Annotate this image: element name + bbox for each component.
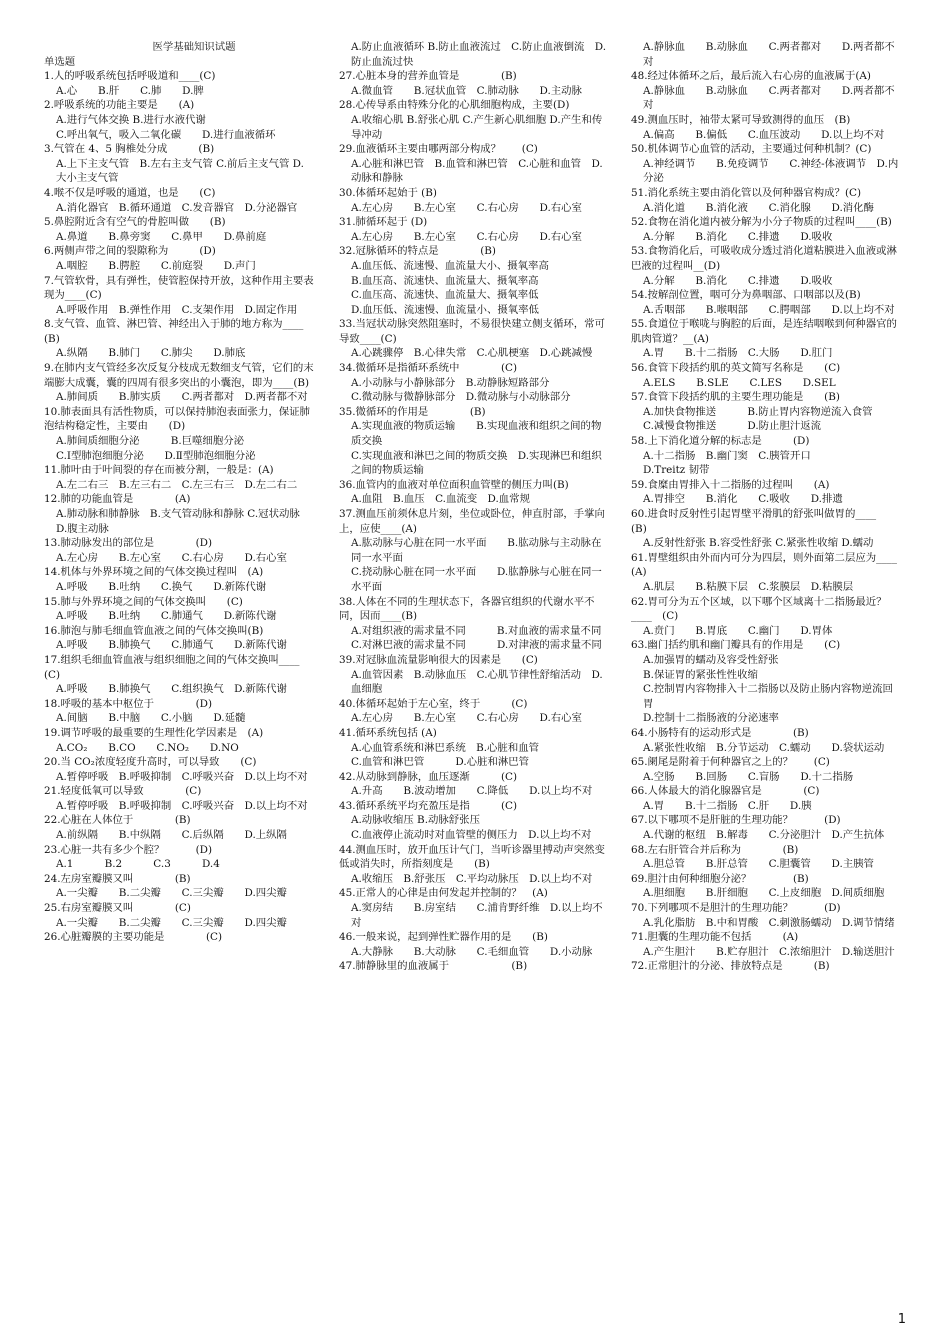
- question-item: [631, 434, 903, 478]
- answer-options: A.一尖瓣 B.二尖瓣 C.三尖瓣 D.四尖瓣: [56, 916, 287, 929]
- question-text: 53.食物消化后，可吸收成分透过消化道粘膜进入血液或淋巴液的过程叫__(D): [631, 245, 897, 272]
- question-text: 12.肺的功能血管是 (A): [44, 493, 191, 506]
- question-item: [44, 653, 314, 697]
- answer-options: A.呼吸 B.肺换气 C.肺通气 D.新陈代谢: [56, 639, 287, 652]
- question-text: 59.食糜由胃排入十二指肠的过程叫 (A): [631, 478, 830, 491]
- question-item: [44, 98, 314, 142]
- question-text: 44.测血压时，放开血压计气门，当听诊器里搏动声突然变低或消失时，所指刻度是 (B): [339, 843, 605, 871]
- question-item: [44, 405, 314, 463]
- question-text: 66.人体最大的消化腺器官是 (C): [631, 785, 820, 798]
- answer-options: A.肌层 B.粘膜下层 C.浆膜层 D.粘膜层: [643, 580, 854, 593]
- answer-options: A.鼻道 B.鼻旁窦 C.鼻甲 D.鼻前庭: [56, 230, 267, 243]
- question-text: 7.气管软骨，具有弹性，使管腔保持开放，这种作用主要表现为____(C): [44, 274, 314, 302]
- question-item: [44, 784, 314, 813]
- question-text: 48.经过体循环之后，最后流入右心房的血液属于(A): [631, 70, 871, 83]
- question-item: [631, 288, 903, 317]
- question-text: 16.肺泡与肺毛细血管血液之间的气体交换叫(B): [44, 624, 264, 637]
- answer-options: A.静脉血 B.动脉血 C.两者都对 D.两者都不对: [643, 41, 895, 68]
- document-title: 医学基础知识试题: [152, 41, 236, 53]
- answer-options: A.加强胃的蠕动及容受性舒张: [643, 653, 779, 666]
- answer-options: C.血压高、流速快、血流量大、摄氧率低: [351, 289, 539, 302]
- question-item: [631, 69, 903, 113]
- question-text: 57.食管下段括约肌的主要生理功能是 (B): [631, 391, 840, 404]
- question-text: 39.对冠脉血流量影响很大的因素是 (C): [339, 653, 538, 666]
- answer-options: A.胆细胞 B.肝细胞 C.上皮细胞 D.间质细胞: [643, 887, 885, 900]
- question-item: [631, 186, 903, 215]
- answer-options: A.升高 B.波动增加 C.降低 D.以上均不对: [351, 785, 593, 798]
- question-text: 29.血液循环主要由哪两部分构成？ (C): [339, 143, 538, 156]
- question-item: [339, 69, 609, 98]
- question-text: 22.心脏在人体位于 (B): [44, 814, 191, 827]
- question-item: [631, 317, 903, 361]
- page-number: 1: [897, 1312, 906, 1328]
- question-item: [631, 215, 903, 244]
- answer-options: A.呼吸作用 B.弹性作用 C.支架作用 D.固定作用: [56, 303, 298, 316]
- answer-options: B.血压高、流速快、血流量大、摄氧率高: [351, 274, 539, 287]
- question-item: [631, 390, 903, 434]
- question-item: [44, 492, 314, 536]
- question-text: 41.循环系统包括 (A): [339, 726, 437, 739]
- question-item: [631, 142, 903, 186]
- answer-options: C.对淋巴液的需求量不同 D.对津液的需求量不同: [351, 639, 602, 652]
- answer-options: C.减慢食物推送 D.防止胆汁返流: [643, 420, 822, 433]
- answer-options: C.血液停止流动时对血管壁的侧压力 D.以上均不对: [351, 829, 592, 842]
- answer-options: D.控制十二指肠液的分泌速率: [643, 712, 779, 725]
- question-item: [631, 784, 903, 813]
- question-text: 3.气管在 4、5 胸椎处分成 (B): [44, 143, 215, 156]
- answer-options: A.肺间质细胞分泌 B.巨噬细胞分泌: [56, 435, 244, 448]
- question-text: 50.机体调节心血管的活动，主要通过何种机制？(C): [631, 143, 872, 156]
- answer-options: A.分解 B.消化 C.排遗 D.吸收: [643, 230, 833, 243]
- question-item: [631, 507, 903, 551]
- answer-options: A.偏高 B.偏低 C.血压波动 D.以上均不对: [643, 128, 885, 141]
- question-item: [631, 755, 903, 784]
- question-text: 60.进食时反射性引起胃壁平滑肌的舒张叫做胃的____ (B): [631, 508, 897, 535]
- answer-options: A.贲门 B.胃底 C.幽门 D.胃体: [643, 624, 833, 637]
- answer-options: A.咽腔 B.腭腔 C.前庭裂 D.声门: [56, 259, 256, 272]
- question-text: 51.消化系统主要由消化管以及何种器官构成？(C): [631, 186, 862, 199]
- answer-options: A.肺间质 B.肺实质 C.两者都对 D.两者都不对: [56, 391, 308, 404]
- question-item: [339, 886, 609, 930]
- question-text: 47.肺静脉里的血液属于 (B): [339, 960, 528, 973]
- question-text: 19.调节呼吸的最重要的生理性化学因素是 (A): [44, 726, 264, 739]
- answer-options: A.心 B.肝 C.肺 D.脾: [56, 84, 204, 97]
- answer-options: A.心脏和淋巴管 B.血管和淋巴管 C.心脏和血管 D.动脉和静脉: [351, 157, 603, 185]
- question-item: [44, 186, 314, 215]
- column-1: [44, 40, 314, 945]
- answer-options: C.实现血液和淋巴之间的物质交换 D.实现淋巴和组织之间的物质运输: [351, 449, 602, 477]
- answer-options: A.一尖瓣 B.二尖瓣 C.三尖瓣 D.四尖瓣: [56, 887, 287, 900]
- column-3: [631, 40, 908, 974]
- question-text: 33.当冠状动脉突然阻塞时，不易很快建立侧支循环，常可导致____(C): [339, 318, 605, 345]
- question-text: 25.右房室瓣膜又叫 (C): [44, 902, 191, 915]
- question-text: 40.体循环起始于左心室，终于 (C): [339, 697, 528, 710]
- answer-options: A.静脉血 B.动脉血 C.两者都对 D.两者都不对: [643, 84, 895, 112]
- answer-options: A.呼吸 B.吐纳 C.肺通气 D.新陈代谢: [56, 610, 277, 623]
- question-text: 68.左右肝管合并后称为 (B): [631, 843, 799, 856]
- answer-options: A.前纵隔 B.中纵隔 C.后纵隔 D.上纵隔: [56, 829, 287, 842]
- answer-options: A.肱动脉与心脏在同一水平面 B.肱动脉与主动脉在同一水平面: [351, 537, 602, 564]
- answer-options: A.肺动脉和肺静脉 B.支气管动脉和静脉 C.冠状动脉 D.腹主动脉: [56, 508, 311, 535]
- question-text: 9.在肺内支气管经多次反复分枝成无数细支气管，它们的末端膨大成囊，囊的四周有很多突出的小囊泡，即为____(B): [44, 362, 314, 389]
- answer-options: D.血压低、流速慢、血流量小、摄氧率低: [351, 303, 539, 316]
- answer-options: A.纵隔 B.肺门 C.肺尖 D.肺底: [56, 347, 246, 360]
- question-text: 46.一般来说，起到弹性贮器作用的是 (B): [339, 931, 548, 944]
- answer-options: A.防止血液循环 B.防止血液流过 C.防止血液倒流 D.防止血流过快: [351, 41, 607, 68]
- answer-options: A.血压低、流速慢、血流量大小、摄氧率高: [351, 259, 549, 272]
- answer-options: A.加快食物推送 B.防止胃内容物逆流入食管: [643, 405, 873, 418]
- question-list: [44, 69, 314, 945]
- question-text: 8.支气管、血管、淋巴管、神经出入于肺的地方称为____ (B): [44, 318, 314, 345]
- question-item: [44, 142, 314, 186]
- answer-options: A.收缩心肌 B.舒张心肌 C.产生新心肌细胞 D.产生和传导冲动: [351, 113, 603, 141]
- question-text: 20.当 CO₂浓度轻度升高时，可以导致 (C): [44, 756, 257, 769]
- answer-options: D.Treitz 韧带: [643, 464, 710, 477]
- answer-options: A.暂停呼吸 B.呼吸抑制 C.呼吸兴奋 D.以上均不对: [56, 770, 308, 783]
- answer-options: A.呼吸 B.吐纳 C.换气 D.新陈代谢: [56, 580, 267, 593]
- answer-options: A.分解 B.消化 C.排遗 D.吸收: [643, 274, 833, 287]
- question-item: [339, 653, 609, 697]
- question-item: [44, 69, 314, 98]
- question-text: 27.心脏本身的营养血管是 (B): [339, 70, 517, 83]
- answer-options: A.胃 B.十二指肠 C.大肠 D.肛门: [643, 347, 833, 360]
- question-item: [339, 697, 609, 726]
- question-text: 54.按解剖位置，咽可分为鼻咽部、口咽部以及(B): [631, 289, 861, 302]
- question-text: 28.心传导系由特殊分化的心肌细胞构成，主要(D): [339, 99, 570, 112]
- question-text: 23.心脏一共有多少个腔？ (D): [44, 843, 213, 856]
- answer-options: A.左心房 B.左心室 C.右心房 D.右心室: [351, 230, 582, 243]
- question-item: [44, 901, 314, 930]
- question-item: [631, 959, 903, 974]
- question-item: [631, 113, 903, 142]
- question-text: 55.食道位于喉咙与胸腔的后面，是连结咽喉到何种器官的肌肉管道？__(A): [631, 318, 897, 345]
- question-text: 11.肺叶由于叶间裂的存在而被分割，一般是：(A): [44, 464, 274, 477]
- answer-options: A.CO₂ B.CO C.NO₂ D.NO: [56, 741, 239, 754]
- answer-options: A.产生胆汁 B.贮存胆汁 C.浓缩胆汁 D.输送胆汁: [643, 945, 895, 958]
- question-text: 30.体循环起始于 (B): [339, 186, 437, 199]
- question-text: 4.喉不仅是呼吸的通道，也是 (C): [44, 186, 216, 199]
- answer-options: A.ELS B.SLE C.LES D.SEL: [643, 376, 836, 389]
- answer-options: A.血管因素 B.动脉血压 C.心肌节律性舒缩活动 D.血细胞: [351, 668, 603, 696]
- question-text: 49.测血压时，袖带太紧可导致测得的血压 (B): [631, 113, 851, 126]
- answer-options: A.十二指肠 B.幽门窦 C.胰管开口: [643, 449, 811, 462]
- question-text: 36.血管内的血液对单位面积血管壁的侧压力叫(B): [339, 478, 569, 491]
- answer-options: A.对组织液的需求量不同 B.对血液的需求量不同: [351, 624, 602, 637]
- question-text: 62.胃可分为五个区域，以下哪个区域离十二指肠最近？____ (C): [631, 595, 887, 623]
- answer-options: A.左心房 B.左心室 C.右心房 D.右心室: [351, 201, 582, 214]
- question-item: [631, 478, 903, 507]
- question-text: 56.食管下段括约肌的英文简写名称是 (C): [631, 362, 841, 375]
- question-text: 52.食物在消化道内被分解为小分子物质的过程叫____(B): [631, 216, 892, 229]
- question-item: [339, 507, 609, 595]
- question-item: [339, 244, 609, 317]
- question-text: 67.以下哪项不是肝脏的生理功能？ (D): [631, 814, 841, 827]
- column-2: [339, 40, 609, 974]
- question-text: 1.人的呼吸系统包括呼吸道和____(C): [44, 70, 216, 83]
- answer-options: C.挠动脉心脏在同一水平面 D.肱静脉与心脏在同一水平面: [351, 566, 602, 593]
- question-item: [631, 872, 903, 901]
- question-text: 64.小肠特有的运动形式是 (B): [631, 726, 809, 739]
- answer-options: A.实现血液的物质运输 B.实现血液和组织之间的物质交换: [351, 420, 602, 448]
- answer-options: A.呼吸 B.肺换气 C.组织换气 D.新陈代谢: [56, 683, 287, 696]
- question-item: [339, 595, 609, 653]
- question-text: 26.心脏瓣膜的主要功能是 (C): [44, 931, 223, 944]
- answer-options: A.代谢的枢纽 B.解毒 C.分泌胆汁 D.产生抗体: [643, 829, 885, 842]
- answer-options: A.紧张性收缩 B.分节运动 C.蠕动 D.袋状运动: [643, 741, 885, 754]
- question-item: [339, 726, 609, 770]
- answer-options: A.大静脉 B.大动脉 C.毛细血管 D.小动脉: [351, 945, 593, 958]
- answer-options: A.上下主支气管 B.左右主支气管 C.前后主支气管 D.大小主支气管: [56, 157, 304, 185]
- question-item: [339, 843, 609, 887]
- question-item: [44, 536, 314, 565]
- question-item: [339, 98, 609, 142]
- question-item: [631, 40, 903, 69]
- question-item: [44, 244, 314, 273]
- question-item: [631, 843, 903, 872]
- answer-options: A.反射性舒张 B.容受性舒张 C.紧张性收缩 D.蠕动: [643, 537, 874, 550]
- question-text: 18.呼吸的基本中枢位于 (D): [44, 697, 213, 710]
- section-heading: 单选题: [44, 55, 76, 68]
- answer-options: A.胃排空 B.消化 C.吸收 D.排遗: [643, 493, 843, 506]
- answer-options: C.呼出氧气，吸入二氧化碳 D.进行血液循环: [56, 128, 276, 141]
- question-item: [44, 215, 314, 244]
- answer-options: A.收缩压 B.舒张压 C.平均动脉压 D.以上均不对: [351, 872, 593, 885]
- answer-options: A.窦房结 B.房室结 C.浦肯野纤维 D.以上均不对: [351, 902, 603, 929]
- question-text: 63.幽门括约肌和幽门瓣具有的作用是 (C): [631, 639, 841, 652]
- answer-options: A.心跳骤停 B.心律失常 C.心肌梗塞 D.心跳减慢: [351, 347, 593, 360]
- question-text: 32.冠脉循环的特点是 (B): [339, 245, 496, 258]
- question-item: [44, 726, 314, 755]
- question-item: [44, 361, 314, 405]
- question-item: [339, 186, 609, 215]
- question-item: [44, 813, 314, 842]
- answer-options: A.小动脉与小静脉部分 B.动静脉短路部分: [351, 376, 550, 389]
- answer-options: A.心血管系统和淋巴系统 B.心脏和血管: [351, 741, 539, 754]
- question-item: [44, 697, 314, 726]
- answer-options: A.胃 B.十二指肠 C.肝 D.胰: [643, 799, 812, 812]
- question-text: 34.微循环是指循环系统中 (C): [339, 362, 518, 375]
- question-text: 2.呼吸系统的功能主要是 (A): [44, 99, 195, 112]
- question-text: 72.正常胆汁的分泌、排放特点是 (B): [631, 960, 830, 973]
- answer-options: C.微动脉与微静脉部分 D.微动脉与小动脉部分: [351, 391, 571, 404]
- question-item: [44, 463, 314, 492]
- question-text: 35.微循环的作用是 (B): [339, 405, 486, 418]
- question-item: [339, 770, 609, 799]
- question-item: [339, 405, 609, 478]
- question-text: 69.胆汁由何种细胞分泌？ (B): [631, 872, 809, 885]
- answer-options: A.消化器官 B.循环通道 C.发音器官 D.分泌器官: [56, 201, 298, 214]
- question-item: [631, 901, 903, 930]
- question-item: [44, 624, 314, 653]
- question-text: 17.组织毛细血管血液与组织细胞之间的气体交换叫____ (C): [44, 653, 310, 681]
- question-item: [631, 244, 903, 288]
- answer-options: A.血阻 B.血压 C.血流变 D.血常规: [351, 493, 530, 506]
- question-item: [339, 361, 609, 405]
- question-item: [339, 959, 609, 974]
- question-text: 13.肺动脉发出的部位是 (D): [44, 537, 213, 550]
- question-text: 15.肺与外界环境之间的气体交换叫 (C): [44, 595, 243, 608]
- answer-options: A.左心房 B.左心室 C.右心房 D.右心室: [56, 551, 287, 564]
- question-item: [631, 595, 903, 639]
- question-item: [631, 726, 903, 755]
- answer-options: A.左二右三 B.左三右二 C.左三右三 D.左二右二: [56, 478, 298, 491]
- answer-options: B.保证胃的紧张性性收缩: [643, 668, 758, 681]
- question-list: [339, 40, 609, 974]
- question-text: 61.胃壁组织由外而内可分为四层，则外面第二层应为____ (A): [631, 551, 908, 579]
- question-list: [631, 40, 908, 974]
- answer-options: A.舌咽部 B.喉咽部 C.腭咽部 D.以上均不对: [643, 303, 895, 316]
- answer-options: A.动脉收缩压 B.动脉舒张压: [351, 814, 480, 827]
- question-item: [339, 317, 609, 361]
- question-item: [631, 813, 903, 842]
- answer-options: A.微血管 B.冠状血管 C.肺动脉 D.主动脉: [351, 84, 582, 97]
- question-item: [339, 40, 609, 69]
- question-text: 71.胆囊的生理功能不包括 (A): [631, 931, 799, 944]
- answer-options: A.左心房 B.左心室 C.右心房 D.右心室: [351, 712, 582, 725]
- answer-options: A.间脑 B.中脑 C.小脑 D.延髓: [56, 712, 246, 725]
- question-item: [44, 274, 314, 318]
- question-text: 38.人体在不同的生理状态下，各器官组织的代谢水平不同，因而____(B): [339, 595, 595, 623]
- answer-options: C.血管和淋巴管 D.心脏和淋巴管: [351, 756, 530, 769]
- question-item: [339, 930, 609, 959]
- question-text: 6.两侧声带之间的裂隙称为 (D): [44, 245, 216, 258]
- question-text: 37.测血压前须休息片刻，坐位或卧位，伸直肘部，手掌向上，应使____(A): [339, 508, 605, 535]
- answer-options: A.进行气体交换 B.进行水液代谢: [56, 113, 206, 126]
- question-text: 24.左房室瓣膜又叫 (B): [44, 872, 191, 885]
- question-text: 14.机体与外界环境之间的气体交换过程叫 (A): [44, 566, 264, 579]
- answer-options: A.1 B.2 C.3 D.4: [56, 858, 220, 871]
- question-text: 31.肺循环起于 (D): [339, 216, 428, 229]
- question-item: [339, 215, 609, 244]
- answer-options: A.空肠 B.回肠 C.盲肠 D.十二指肠: [643, 770, 854, 783]
- question-text: 65.阑尾是附着于何种器官之上的？ (C): [631, 756, 830, 769]
- question-item: [631, 930, 903, 959]
- question-item: [44, 565, 314, 594]
- question-text: 70.下列哪项不是胆汁的生理功能？ (D): [631, 902, 841, 915]
- question-item: [339, 478, 609, 507]
- answer-options: A.消化道 B.消化液 C.消化腺 D.消化酶: [643, 201, 874, 214]
- answer-options: A.暂停呼吸 B.呼吸抑制 C.呼吸兴奋 D.以上均不对: [56, 799, 308, 812]
- answer-options: A.乳化脂肪 B.中和胃酸 C.刺激肠蠕动 D.调节情绪: [643, 916, 895, 929]
- question-item: [44, 595, 314, 624]
- question-text: 42.从动脉到静脉，血压逐渐 (C): [339, 770, 518, 783]
- question-item: [44, 930, 314, 945]
- question-text: 45.正常人的心律是由何发起并控制的？ (A): [339, 887, 548, 900]
- answer-options: C.Ⅰ型肺泡细胞分泌 D.Ⅱ型肺泡细胞分泌: [56, 449, 256, 462]
- answer-options: A.神经调节 B.免疫调节 C.神经-体液调节 D.内分泌: [643, 157, 899, 185]
- question-item: [631, 551, 908, 595]
- question-item: [631, 361, 903, 390]
- question-text: 58.上下消化道分解的标志是 (D): [631, 435, 810, 448]
- question-text: 5.鼻腔附近含有空气的骨腔叫做 (B): [44, 216, 226, 229]
- question-item: [44, 755, 314, 784]
- question-item: [44, 872, 314, 901]
- question-item: [44, 317, 314, 361]
- question-text: 43.循环系统平均充盈压是指 (C): [339, 799, 518, 812]
- question-text: 10.肺表面具有活性物质，可以保持肺泡表面张力，保证肺泡结构稳定性，主要由 (D): [44, 405, 310, 433]
- question-item: [44, 843, 314, 872]
- question-text: 21.轻度低氧可以导致 (C): [44, 785, 202, 798]
- answer-options: C.控制胃内容物排入十二指肠以及防止肠内容物逆流回胃: [643, 683, 893, 710]
- question-item: [339, 799, 609, 843]
- answer-options: A.胆总管 B.肝总管 C.胆囊管 D.主胰管: [643, 858, 874, 871]
- question-item: [631, 638, 903, 726]
- question-item: [339, 142, 609, 186]
